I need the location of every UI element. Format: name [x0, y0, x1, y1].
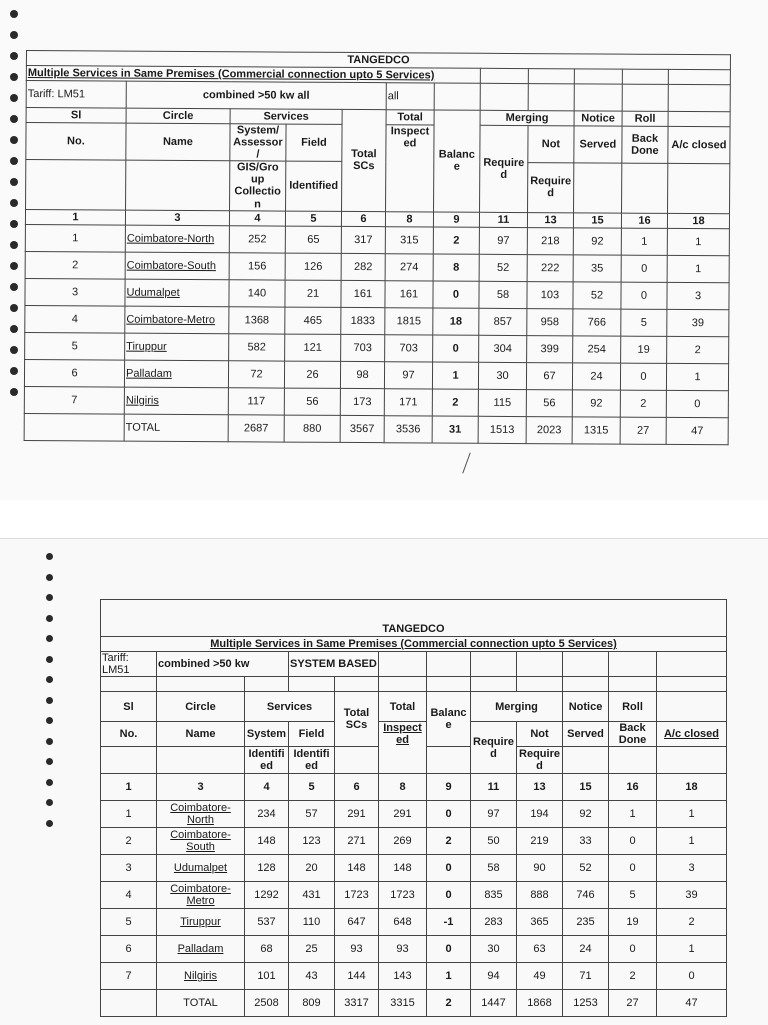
table-cell: 30: [471, 936, 517, 963]
table-cell: 0: [620, 363, 666, 390]
table-row: [25, 224, 729, 255]
table-row: [25, 332, 729, 363]
services-table-2: [100, 599, 727, 1017]
table-cell: 219: [517, 828, 563, 855]
table-cell: 26: [284, 361, 340, 388]
pen-mark: [462, 452, 470, 473]
circle-name-cell: Coimbatore-North: [125, 225, 229, 253]
header-ac-closed: A/c closed: [668, 126, 730, 164]
filter-label-2: SYSTEM BASED: [289, 652, 379, 677]
header-merging: Merging: [480, 110, 574, 126]
table-cell: 0: [609, 936, 657, 963]
table-cell: 857: [479, 308, 527, 335]
header-not: Not: [517, 722, 563, 747]
table-cell: 194: [517, 801, 563, 828]
table-cell: 252: [229, 225, 285, 252]
header-served: Served: [563, 722, 609, 747]
header-system: System/ Assessor /: [230, 124, 286, 162]
header-not-required: Require d: [528, 163, 574, 213]
table-cell: 0: [621, 255, 667, 282]
header-notice: Notice: [563, 692, 609, 722]
table-cell: 648: [379, 909, 427, 936]
table-cell: 98: [340, 361, 384, 388]
circle-name-cell: Coimbatore-North: [157, 801, 245, 828]
column-number-row: 1 3 4 5 6 8 9 11 13 15 16 18: [25, 209, 729, 228]
table-cell: 19: [609, 909, 657, 936]
table-cell: 39: [667, 309, 729, 336]
table-cell: 0: [657, 963, 727, 990]
table-cell: 97: [471, 801, 517, 828]
table-row: [101, 936, 727, 963]
report-page-2: [0, 538, 768, 1025]
table-cell: 1815: [385, 307, 433, 334]
table-cell: 2: [101, 828, 157, 855]
table-cell: 148: [335, 855, 379, 882]
table-cell: 365: [517, 909, 563, 936]
table-cell: 269: [379, 828, 427, 855]
table-row: [101, 801, 727, 828]
report-subtitle: Multiple Services in Same Premises (Commercial connection upto 5 Services): [26, 66, 480, 84]
table-cell: 1: [667, 228, 729, 255]
table-cell: 121: [285, 334, 341, 361]
header-sl: Sl: [26, 108, 126, 124]
table-cell: 282: [341, 253, 385, 280]
table-cell: 0: [609, 855, 657, 882]
circle-name-cell: Tiruppur: [157, 909, 245, 936]
table-cell: 24: [563, 936, 609, 963]
table-cell: 128: [245, 855, 289, 882]
total-row: TOTAL 2508 809 3317 3315 2 1447 1868 1253 27 47: [101, 990, 727, 1017]
header-balance: Balanc e: [434, 110, 481, 212]
header-not-required: Require d: [517, 747, 563, 774]
header-name: Name: [157, 722, 245, 747]
table-cell: 5: [101, 909, 157, 936]
table-cell: 218: [527, 227, 573, 254]
header-field-identified: Identifi ed: [289, 747, 335, 774]
table-cell: 1723: [335, 882, 379, 909]
header-not: Not: [528, 126, 574, 164]
table-cell: 1: [432, 362, 478, 389]
header-no: No.: [101, 722, 157, 747]
table-cell: 1292: [245, 882, 289, 909]
table-cell: 94: [471, 963, 517, 990]
header-system-identified: Identifi ed: [245, 747, 289, 774]
table-row: [24, 359, 728, 390]
total-row: TOTAL 2687 880 3567 3536 31 1513 2023 1315 27 47: [24, 413, 728, 444]
table-cell: 90: [517, 855, 563, 882]
table-cell: 2: [433, 227, 479, 254]
report-subtitle: Multiple Services in Same Premises (Commercial connection upto 5 Services): [101, 637, 727, 652]
header-total-scs: Total SCs: [342, 109, 387, 211]
table-cell: 537: [245, 909, 289, 936]
table-cell: 71: [563, 963, 609, 990]
table-cell: 835: [471, 882, 517, 909]
header-required: Require d: [480, 125, 529, 212]
table-cell: 20: [289, 855, 335, 882]
table-cell: 35: [573, 255, 621, 282]
circle-name-cell: Nilgiris: [157, 963, 245, 990]
table-cell: 746: [563, 882, 609, 909]
table-cell: 2: [620, 390, 666, 417]
circle-name-cell: Nilgiris: [124, 387, 228, 415]
header-roll: Roll: [609, 692, 657, 722]
table-cell: 465: [285, 307, 341, 334]
table-cell: 101: [245, 963, 289, 990]
tariff-label: Tariff: LM51: [101, 652, 157, 677]
report-title: TANGEDCO: [26, 51, 730, 70]
table-cell: 0: [427, 855, 471, 882]
table-cell: 117: [228, 387, 284, 414]
circle-name-cell: Udumalpet: [125, 279, 229, 307]
table-cell: 72: [228, 360, 284, 387]
table-cell: 4: [25, 305, 125, 333]
table-cell: 0: [433, 281, 479, 308]
table-cell: 50: [471, 828, 517, 855]
header-total: Total: [379, 692, 427, 722]
table-cell: 30: [478, 362, 526, 389]
table-cell: 317: [341, 226, 385, 253]
table-cell: 24: [572, 363, 620, 390]
table-cell: 92: [563, 801, 609, 828]
report-page-1: [0, 0, 768, 500]
table-cell: 58: [479, 281, 527, 308]
table-cell: 7: [101, 963, 157, 990]
header-system: System: [245, 722, 289, 747]
table-cell: 56: [284, 388, 340, 415]
table-cell: 25: [289, 936, 335, 963]
table-cell: 2: [609, 963, 657, 990]
table-cell: 2: [427, 828, 471, 855]
table-row: [25, 251, 729, 282]
table-cell: 703: [341, 334, 385, 361]
table-cell: 234: [245, 801, 289, 828]
table-cell: 399: [527, 335, 573, 362]
header-total: Total: [386, 110, 434, 125]
table-cell: 173: [340, 388, 384, 415]
table-row: [101, 882, 727, 909]
table-cell: 1: [621, 228, 667, 255]
table-cell: 161: [341, 280, 385, 307]
table-cell: 3: [101, 855, 157, 882]
table-cell: 647: [335, 909, 379, 936]
table-cell: 43: [289, 963, 335, 990]
header-identified: Identified: [286, 161, 342, 211]
table-cell: 0: [427, 801, 471, 828]
table-cell: 65: [285, 226, 341, 253]
header-inspected: Inspect ed: [386, 125, 435, 212]
table-cell: 1: [657, 936, 727, 963]
header-services: Services: [230, 109, 342, 125]
table-row: [25, 305, 729, 336]
table-cell: 315: [385, 226, 433, 253]
table-cell: 4: [101, 882, 157, 909]
table-row: [24, 386, 728, 417]
table-cell: 8: [433, 254, 479, 281]
table-cell: 1: [657, 828, 727, 855]
table-cell: 235: [563, 909, 609, 936]
table-cell: 57: [289, 801, 335, 828]
table-cell: 126: [285, 253, 341, 280]
table-cell: 161: [385, 280, 433, 307]
table-cell: 143: [379, 963, 427, 990]
table-cell: 144: [335, 963, 379, 990]
table-cell: 291: [335, 801, 379, 828]
circle-name-cell: Palladam: [157, 936, 245, 963]
table-cell: 0: [609, 828, 657, 855]
table-cell: 21: [285, 280, 341, 307]
table-cell: 7: [24, 386, 124, 414]
table-cell: 1368: [229, 306, 285, 333]
table-cell: 68: [245, 936, 289, 963]
table-cell: 1: [666, 363, 728, 390]
table-cell: 958: [527, 308, 573, 335]
table-cell: 63: [517, 936, 563, 963]
header-served: Served: [574, 126, 622, 164]
table-cell: 0: [666, 390, 728, 417]
table-cell: 3: [25, 278, 125, 306]
services-table-1: [24, 50, 731, 445]
table-cell: 2: [657, 909, 727, 936]
table-cell: 52: [573, 282, 621, 309]
header-ac-closed: A/c closed: [657, 722, 727, 747]
table-cell: 5: [25, 332, 125, 360]
table-cell: 1723: [379, 882, 427, 909]
circle-name-cell: Palladam: [124, 360, 228, 388]
table-cell: 156: [229, 252, 285, 279]
table-cell: 271: [335, 828, 379, 855]
header-inspected: Inspect ed: [379, 722, 427, 774]
table-cell: 33: [563, 828, 609, 855]
table-cell: 19: [621, 336, 667, 363]
header-back-done: Back Done: [609, 722, 657, 747]
table-cell: 1: [101, 801, 157, 828]
table-cell: 888: [517, 882, 563, 909]
table-cell: 171: [384, 388, 432, 415]
table-cell: 1: [427, 963, 471, 990]
circle-name-cell: Tiruppur: [125, 333, 229, 361]
table-cell: 1: [667, 255, 729, 282]
header-no: No.: [26, 123, 126, 161]
table-cell: 766: [573, 309, 621, 336]
table-cell: 49: [517, 963, 563, 990]
table-cell: 2: [432, 389, 478, 416]
table-cell: 103: [527, 281, 573, 308]
table-cell: 123: [289, 828, 335, 855]
table-cell: 1: [25, 224, 125, 252]
header-name: Name: [126, 123, 230, 161]
table-cell: 5: [609, 882, 657, 909]
table-cell: 582: [229, 333, 285, 360]
table-cell: 58: [471, 855, 517, 882]
table-cell: 52: [563, 855, 609, 882]
column-number-row: 1 3 4 5 6 8 9 11 13 15 16 18: [101, 774, 727, 801]
table-cell: 115: [478, 389, 526, 416]
circle-name-cell: Coimbatore-South: [125, 252, 229, 280]
header-services: Services: [245, 692, 335, 722]
table-cell: 274: [385, 253, 433, 280]
header-total-scs: Total SCs: [335, 692, 379, 747]
circle-name-cell: Coimbatore-Metro: [125, 306, 229, 334]
table-row: [101, 855, 727, 882]
table-cell: 56: [526, 389, 572, 416]
table-row: [101, 909, 727, 936]
table-cell: 291: [379, 801, 427, 828]
header-field: Field: [286, 124, 342, 162]
table-cell: 304: [479, 335, 527, 362]
table-row: [101, 963, 727, 990]
table-cell: 92: [573, 228, 621, 255]
table-row: [25, 278, 729, 309]
table-cell: 0: [433, 335, 479, 362]
filter-label-2: all: [386, 83, 434, 110]
table-cell: 140: [229, 279, 285, 306]
header-sl: Sl: [101, 692, 157, 722]
filter-label: combined >50 kw: [157, 652, 289, 677]
header-circle: Circle: [126, 108, 230, 124]
table-cell: 222: [527, 254, 573, 281]
table-cell: 1833: [341, 307, 385, 334]
table-cell: 0: [621, 282, 667, 309]
table-cell: 52: [479, 254, 527, 281]
table-cell: 6: [101, 936, 157, 963]
table-cell: 254: [573, 336, 621, 363]
table-cell: 148: [245, 828, 289, 855]
header-circle: Circle: [157, 692, 245, 722]
table-cell: 97: [479, 227, 527, 254]
table-cell: 0: [427, 882, 471, 909]
header-field: Field: [289, 722, 335, 747]
tariff-label: Tariff: LM51: [26, 81, 126, 109]
binder-holes: [46, 553, 53, 840]
table-cell: 1: [609, 801, 657, 828]
binder-holes: [10, 10, 18, 409]
table-cell: 3: [667, 282, 729, 309]
table-cell: 0: [427, 936, 471, 963]
header-notice: Notice: [574, 111, 622, 126]
table-cell: 18: [433, 308, 479, 335]
table-cell: 1: [657, 801, 727, 828]
table-cell: 2: [667, 336, 729, 363]
header-gis: GIS/Gro up Collectio n: [230, 161, 286, 211]
table-cell: 3: [657, 855, 727, 882]
table-cell: 148: [379, 855, 427, 882]
filter-label: combined >50 kw all: [126, 81, 386, 110]
report-title: TANGEDCO: [101, 622, 727, 637]
header-required: Require d: [471, 722, 517, 774]
table-cell: 431: [289, 882, 335, 909]
circle-name-cell: Coimbatore-South: [157, 828, 245, 855]
table-cell: 2: [25, 251, 125, 279]
header-merging: Merging: [471, 692, 563, 722]
header-back-done: Back Done: [622, 126, 668, 164]
table-cell: -1: [427, 909, 471, 936]
circle-name-cell: Udumalpet: [157, 855, 245, 882]
table-row: [101, 828, 727, 855]
table-cell: 67: [526, 362, 572, 389]
table-cell: 110: [289, 909, 335, 936]
table-cell: 703: [385, 334, 433, 361]
circle-name-cell: Coimbatore-Metro: [157, 882, 245, 909]
table-cell: 283: [471, 909, 517, 936]
header-roll: Roll: [622, 111, 668, 126]
table-cell: 6: [24, 359, 124, 387]
table-cell: 39: [657, 882, 727, 909]
table-cell: 92: [572, 390, 620, 417]
table-cell: 97: [384, 361, 432, 388]
table-cell: 93: [335, 936, 379, 963]
table-cell: 93: [379, 936, 427, 963]
header-balance: Balanc e: [427, 692, 471, 747]
table-cell: 5: [621, 309, 667, 336]
